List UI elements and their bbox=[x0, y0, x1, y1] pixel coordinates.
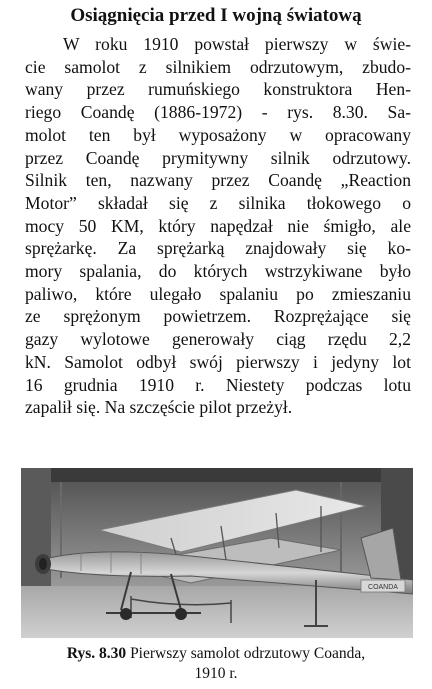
paragraph-line: zapalił się. Na szczęście pilot przeżył. bbox=[25, 397, 293, 418]
photo-nameplate-text: COANDA bbox=[368, 584, 398, 591]
paragraph-line: mory spalania, do których wstrzykiwane było bbox=[25, 261, 411, 282]
body-paragraph bbox=[25, 33, 411, 419]
coanda-aircraft-photo bbox=[21, 468, 413, 638]
paragraph-line: wany przez rumuńskiego konstruktora Hen- bbox=[25, 79, 411, 100]
figure-photo bbox=[21, 468, 413, 638]
figure-label: Rys. 8.30 bbox=[66, 645, 127, 662]
paragraph-line: riego Coandę (1886-1972) - rys. 8.30. Sa- bbox=[25, 102, 411, 123]
figure-caption-text: Pierwszy samolot odrzutowy Coanda, bbox=[130, 645, 366, 662]
paragraph-line: cie samolot z silnikiem odrzutowym, zbudo- bbox=[25, 56, 411, 77]
section-title: Osiągnięcia przed I wojną światową bbox=[70, 5, 362, 26]
paragraph-line: 16 grudnia 1910 r. Niestety podczas lotu bbox=[25, 374, 411, 395]
figure-caption bbox=[0, 644, 432, 684]
paragraph-line: ze sprężonym powietrzem. Rozprężające się bbox=[25, 306, 411, 327]
paragraph-line: sprężarkę. Za sprężarką znajdowały się ko- bbox=[25, 238, 411, 259]
paragraph-line: gazy wylotowe generowały ciąg rzędu 2,2 bbox=[25, 329, 411, 350]
paragraph-line: kN. Samolot odbył swój pierwszy i jedyny lot bbox=[25, 351, 411, 372]
paragraph-line: Motor” składał się z silnika tłokowego o bbox=[25, 192, 411, 213]
paragraph-line: mocy 50 KM, który napędzał nie śmigło, ale bbox=[25, 215, 411, 236]
paragraph-line: Silnik ten, nazwany przez Coandę „Reaction bbox=[25, 170, 411, 191]
paragraph-line: przez Coandę prymitywny silnik odrzutowy. bbox=[25, 147, 411, 168]
figure-caption-year: 1910 r. bbox=[194, 665, 238, 682]
paragraph-line: paliwo, które ulegało spalaniu po zmieszaniu bbox=[25, 283, 411, 304]
paragraph-line: molot ten był wyposażony w opracowany bbox=[25, 124, 411, 145]
paragraph-line: W roku 1910 powstał pierwszy w świe- bbox=[63, 34, 411, 54]
